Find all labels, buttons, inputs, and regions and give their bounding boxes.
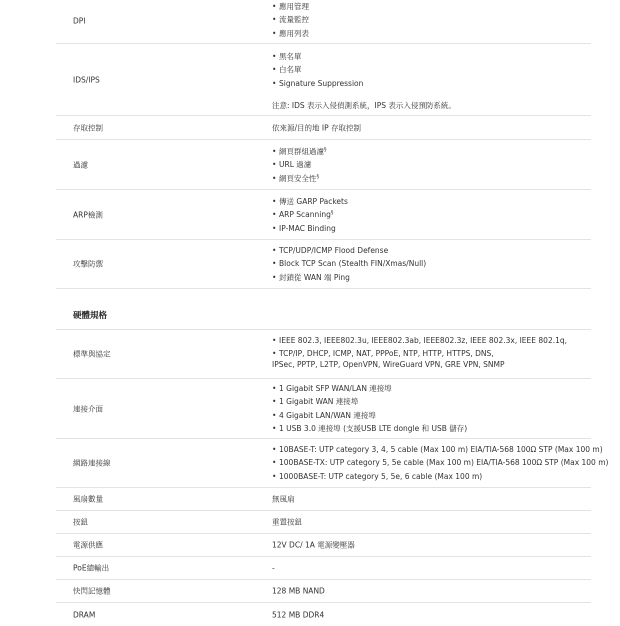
list-item: • 應用管理	[272, 0, 309, 13]
list-item: • 10BASE-T: UTP category 3, 4, 5 cable (Max 100 m) EIA/TIA-568 100Ω STP (Max 100 m)	[272, 443, 608, 456]
list-item: • Signature Suppression	[272, 77, 363, 90]
spec-value	[272, 603, 591, 626]
spec-value	[272, 116, 591, 139]
spec-label: ARP檢測	[73, 210, 103, 219]
spec-value	[272, 240, 591, 288]
spec-row-dram	[56, 603, 591, 626]
spec-label: 網路連接線	[73, 458, 111, 468]
spec-label: 風扇數量	[73, 494, 103, 504]
list-item: • ARP Scanning§	[272, 208, 348, 221]
spec-row-network-cable	[56, 439, 609, 488]
list-item: • 黑名單	[272, 50, 363, 63]
list-item: • IP-MAC Binding	[272, 222, 348, 235]
spec-label: DPI	[73, 16, 86, 25]
spec-label: 電源供應	[73, 540, 103, 550]
spec-value	[272, 330, 591, 378]
spec-row-dpi	[56, 0, 591, 44]
bullet-list	[272, 195, 348, 235]
spec-text: -	[272, 563, 275, 573]
list-item: • URL 過濾	[272, 158, 327, 171]
bullet-list	[272, 382, 467, 435]
spec-label: DRAM	[73, 610, 96, 619]
bullet-list	[272, 0, 309, 40]
spec-value	[272, 534, 591, 556]
spec-value	[272, 580, 591, 602]
list-item: • IEEE 802.3, IEEE802.3u, IEEE802.3ab, IEEE802.3z, IEEE 802.3x, IEEE 802.1q,	[272, 334, 567, 347]
spec-row-filtering	[56, 140, 591, 190]
list-item: • 1 USB 3.0 連接埠 (支援USB LTE dongle 和 USB 儲存)	[272, 422, 467, 435]
bullet-list	[272, 244, 426, 284]
list-item: • TCP/IP, DHCP, ICMP, NAT, PPPoE, NTP, HTTP, HTTPS, DNS,	[272, 347, 567, 360]
ids-ips-note: 注意: IDS 表示入侵偵測系統，IPS 表示入侵預防系統。	[272, 101, 456, 110]
spec-table	[56, 0, 609, 626]
spec-value	[272, 44, 591, 115]
spec-value	[272, 140, 591, 189]
spec-text: 無風扇	[272, 494, 295, 504]
list-item: • 4 Gigabit LAN/WAN 連接埠	[272, 409, 467, 422]
spec-row-interfaces	[56, 379, 591, 439]
spec-row-flash	[56, 580, 591, 603]
spec-row-power	[56, 534, 591, 557]
bullet-list	[272, 145, 327, 185]
list-item: • TCP/UDP/ICMP Flood Defense	[272, 244, 426, 257]
spec-row-fan	[56, 488, 591, 511]
spec-text: 12V DC/ 1A 電源變壓器	[272, 540, 355, 550]
spec-label: 快閃記憶體	[73, 586, 111, 596]
spec-row-poe	[56, 557, 591, 580]
list-item: • 傳送 GARP Packets	[272, 195, 348, 208]
spec-value	[272, 0, 591, 43]
spec-label: IDS/IPS	[73, 75, 100, 84]
spec-value	[272, 379, 591, 438]
list-item-continuation: IPSec, PPTP, L2TP, OpenVPN, WireGuard VPN, GRE VPN, SNMP	[272, 360, 505, 369]
spec-value	[272, 557, 591, 579]
footnote-mark: §	[324, 147, 327, 153]
spec-value	[272, 511, 591, 533]
spec-label: 按鈕	[73, 517, 88, 527]
spec-row-standards	[56, 330, 591, 379]
bullet-list	[272, 443, 608, 483]
list-item: • 網頁群組過濾§	[272, 145, 327, 158]
list-item: • 網頁安全性§	[272, 172, 327, 185]
spec-text: 依來源/目的地 IP 存取控制	[272, 123, 362, 132]
list-item: • 100BASE-TX: UTP category 5, 5e cable (Max 100 m) EIA/TIA-568 100Ω STP (Max 100 m)	[272, 456, 608, 469]
spec-label: 攻擊防禦	[73, 259, 103, 269]
spec-label: 過濾	[73, 160, 88, 169]
footnote-mark: §	[330, 210, 334, 217]
list-item: • 封鎖從 WAN 端 Ping	[272, 271, 426, 284]
spec-text: 512 MB DDR4	[272, 610, 325, 619]
spec-text: 128 MB NAND	[272, 586, 325, 596]
spec-row-attack-defense	[56, 240, 591, 289]
spec-text: 重置按鈕	[272, 517, 302, 527]
list-item: • 1000BASE-T: UTP category 5, 5e, 6 cable (Max 100 m)	[272, 470, 608, 483]
spec-label: 連接介面	[73, 404, 103, 413]
list-item: • 白名單	[272, 63, 363, 76]
spec-value	[272, 488, 591, 510]
spec-row-buttons	[56, 511, 591, 534]
list-item: • 1 Gigabit SFP WAN/LAN 連接埠	[272, 382, 467, 395]
list-item: • Block TCP Scan (Stealth FIN/Xmas/Null)	[272, 257, 426, 270]
spec-row-arp	[56, 190, 591, 240]
list-item: • 1 Gigabit WAN 連接埠	[272, 395, 467, 408]
section-title: 硬體規格	[73, 311, 108, 321]
list-item: • 流量監控	[272, 13, 309, 26]
spec-label: 存取控制	[73, 123, 103, 132]
spec-row-ids-ips	[56, 44, 591, 116]
spec-row-access-control	[56, 116, 591, 140]
footnote-mark: §	[316, 173, 319, 180]
bullet-list	[272, 334, 567, 361]
spec-label: 標準與協定	[73, 349, 111, 359]
list-item: • 應用列表	[272, 27, 309, 40]
spec-value	[272, 439, 609, 487]
hardware-section-header	[56, 289, 591, 330]
spec-value	[272, 190, 591, 239]
bullet-list	[272, 50, 363, 90]
spec-label: PoE總輸出	[73, 563, 110, 573]
